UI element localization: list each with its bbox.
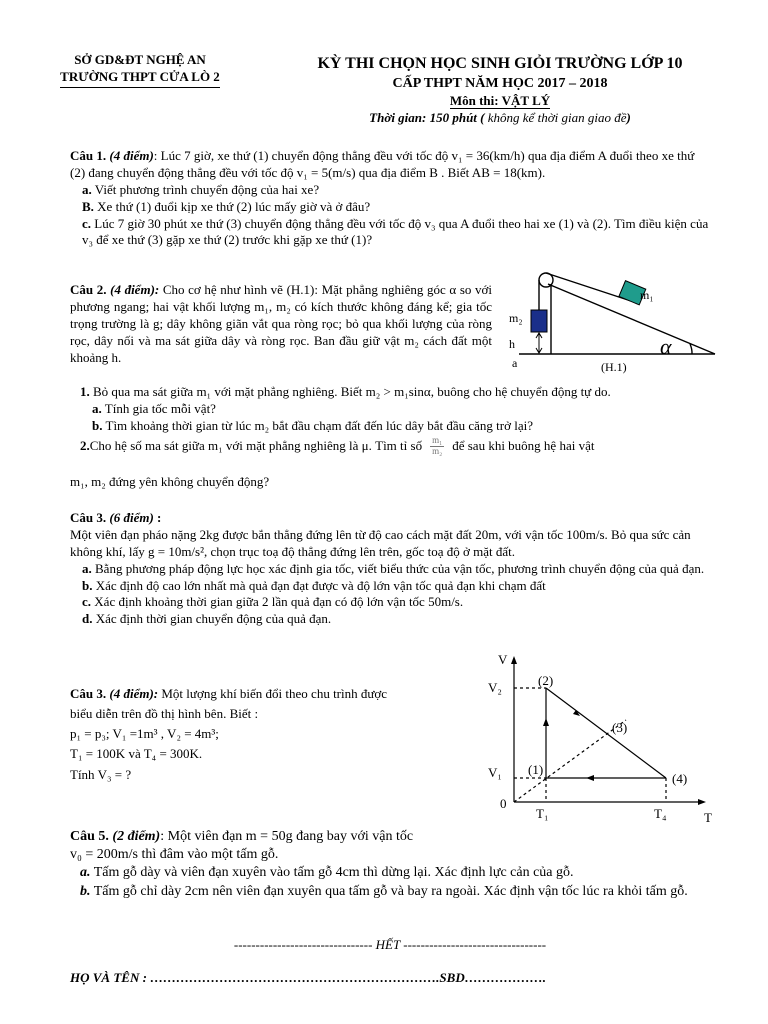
label-a: a — [512, 356, 518, 370]
incline-figure — [502, 270, 722, 376]
exam-header — [270, 54, 730, 127]
label-state-3: (3) — [612, 720, 628, 735]
question-5: Câu 5. (2 điểm): Một viên đạn m = 50g đang bay với vận tốc v₀ = 200m/s thì đâm vào một tấm gỗ. a. Tấm gỗ dày và viên đạn xuyên vào tấm gỗ 4cm thì dừng lại. Xác định lực cản của gỗ. b. Tấm gỗ chỉ dày 2cm nên viên đạn xuyên qua tấm gỗ và bay ra ngoài. Xác định vận tốc lúc ra khỏi tấm gỗ. — [70, 829, 688, 899]
fraction-m1-m2: m₁ m₂ — [432, 435, 443, 456]
v-t-graph — [476, 650, 726, 830]
label-t4: T₄ — [654, 806, 667, 821]
process-2-4 — [546, 688, 666, 778]
question-1: Câu 1. (4 điểm): Lúc 7 giờ, xe thứ (1) chuyển động thẳng đều với tốc độ v₁ = 36(km/h) qua địa điểm A đuổi theo xe thứ (2) đang chuyển động thẳng đều với tốc độ v₁ = 5(m/s) qua địa điểm B . Biết AB = 18(km). a. Viết phương trình chuyển động của hai xe? B. Xe thứ (1) đuổi kịp xe thứ (2) lúc mấy giờ và ở đâu? c. Lúc 7 giờ 30 phút xe thứ (3) chuyển động thẳng đều với tốc độ v₃ qua A đuổi theo hai xe (1) và (2). Tìm điều kiện của v₃ để xe thứ (3) gặp xe thứ (2) trước khi gặp xe thứ (1)? — [70, 148, 709, 248]
label-t1: T₁ — [536, 806, 549, 821]
string-to-m1 — [546, 273, 631, 301]
exam-title: KỲ THI CHỌN HỌC SINH GIỎI TRƯỜNG LỚP 10 — [317, 55, 683, 72]
label-m1: m₁ — [640, 288, 654, 302]
school-header — [40, 52, 240, 88]
question-3: Câu 3. (6 điểm) : Một viên đạn pháo nặng 2kg được bắn thẳng đứng lên từ độ cao cách mặt đất 20m, với vận tốc 100m/s. Bỏ qua sức cản không khí, lấy g = 10m/s², chọn trục toạ độ thẳng đứng lên trên, gốc toạ độ ở mặt đất. a. Bằng phương pháp động lực học xác định gia tốc, viết biểu thức của vận tốc, phương trình chuyển động của quả đạn. b. Xác định độ cao lớn nhất mà quả đạn đạt được và độ lớn vận tốc quả đạn khi chạm đất c. Xác định khoảng thời gian giữa 2 lần quả đạn có độ lớn vận tốc 50m/s. d. Xác định thời gian chuyển động của quả đạn. — [70, 510, 705, 627]
label-v-axis: V — [498, 652, 508, 667]
question-2-part2-cont: m₁, m₂ đứng yên không chuyển động? — [70, 474, 270, 489]
end-marker: -------------------------------- HẾT --------------------------------- — [233, 937, 547, 952]
name-line: HỌ VÀ TÊN : ………………………………………………………….SBD………………. — [70, 970, 546, 985]
label-origin: 0 — [500, 796, 507, 811]
question-2-parts: 1. Bỏ qua ma sát giữa m₁ với mặt phẳng nghiêng. Biết m₂ > m₁sinα, buông cho hệ chuyển động tự do. a. Tính gia tốc mỗi vật? b. Tìm khoảng thời gian từ lúc m₂ bắt đầu chạm đất đến lúc dây bắt đầu căng trở lại? — [80, 384, 611, 433]
figure-caption: (H.1) — [601, 360, 627, 374]
label-h: h — [509, 337, 515, 351]
label-state-4: (4) — [672, 771, 688, 786]
exam-subject: Môn thi: VẬT LÝ — [449, 92, 551, 108]
question-2: Câu 2. (4 điểm): Cho cơ hệ như hình vẽ (H.1): Mặt phẳng nghiêng góc α so với phương ngang; hai vật khối lượng m₁, m₂ có kích thước không đáng kể; gia tốc trọng trường là g; dây không giãn vắt qua ròng rọc; bỏ qua khối lượng của ròng rọc, dây nối và ma sát giữa dây và ròng rọc. Ban đầu giữ vật m₂ cách đất một khoảng h. — [70, 282, 493, 365]
label-state-2: (2) — [538, 673, 554, 688]
label-state-1: (1) — [528, 762, 544, 777]
label-m2: m₂ — [509, 311, 523, 325]
angle-arc — [690, 344, 692, 354]
isobar-line — [514, 720, 626, 802]
school-name: TRƯỜNG THPT CỬA LÒ 2 — [60, 69, 220, 88]
label-v1: V₁ — [488, 765, 502, 780]
department-name: SỞ GD&ĐT NGHỆ AN — [74, 52, 206, 67]
label-alpha: α — [660, 334, 672, 359]
mass-m2 — [531, 310, 547, 332]
exam-time: Thời gian: 150 phút ( không kể thời gian giao đề) — [369, 109, 631, 125]
question-2-part2: 2. Cho hệ số ma sát giữa m₁ với mặt phẳng nghiêng là μ. Tìm tỉ số m₁ m₂ để sau khi buông hệ hai vật — [80, 435, 595, 456]
exam-subtitle: CẤP THPT NĂM HỌC 2017 – 2018 — [392, 75, 608, 91]
label-v2: V₂ — [488, 680, 502, 695]
label-t-axis: T — [704, 810, 712, 825]
question-4: Câu 3. (4 điểm): Một lượng khí biến đổi theo chu trình được biểu diễn trên đồ thị hình bên. Biết : p₁ = p₃; V₁ =1m³ , V₂ = 4m³; T₁ = 100K và T₄ = 300K. Tính V₃ = ? — [70, 686, 388, 782]
